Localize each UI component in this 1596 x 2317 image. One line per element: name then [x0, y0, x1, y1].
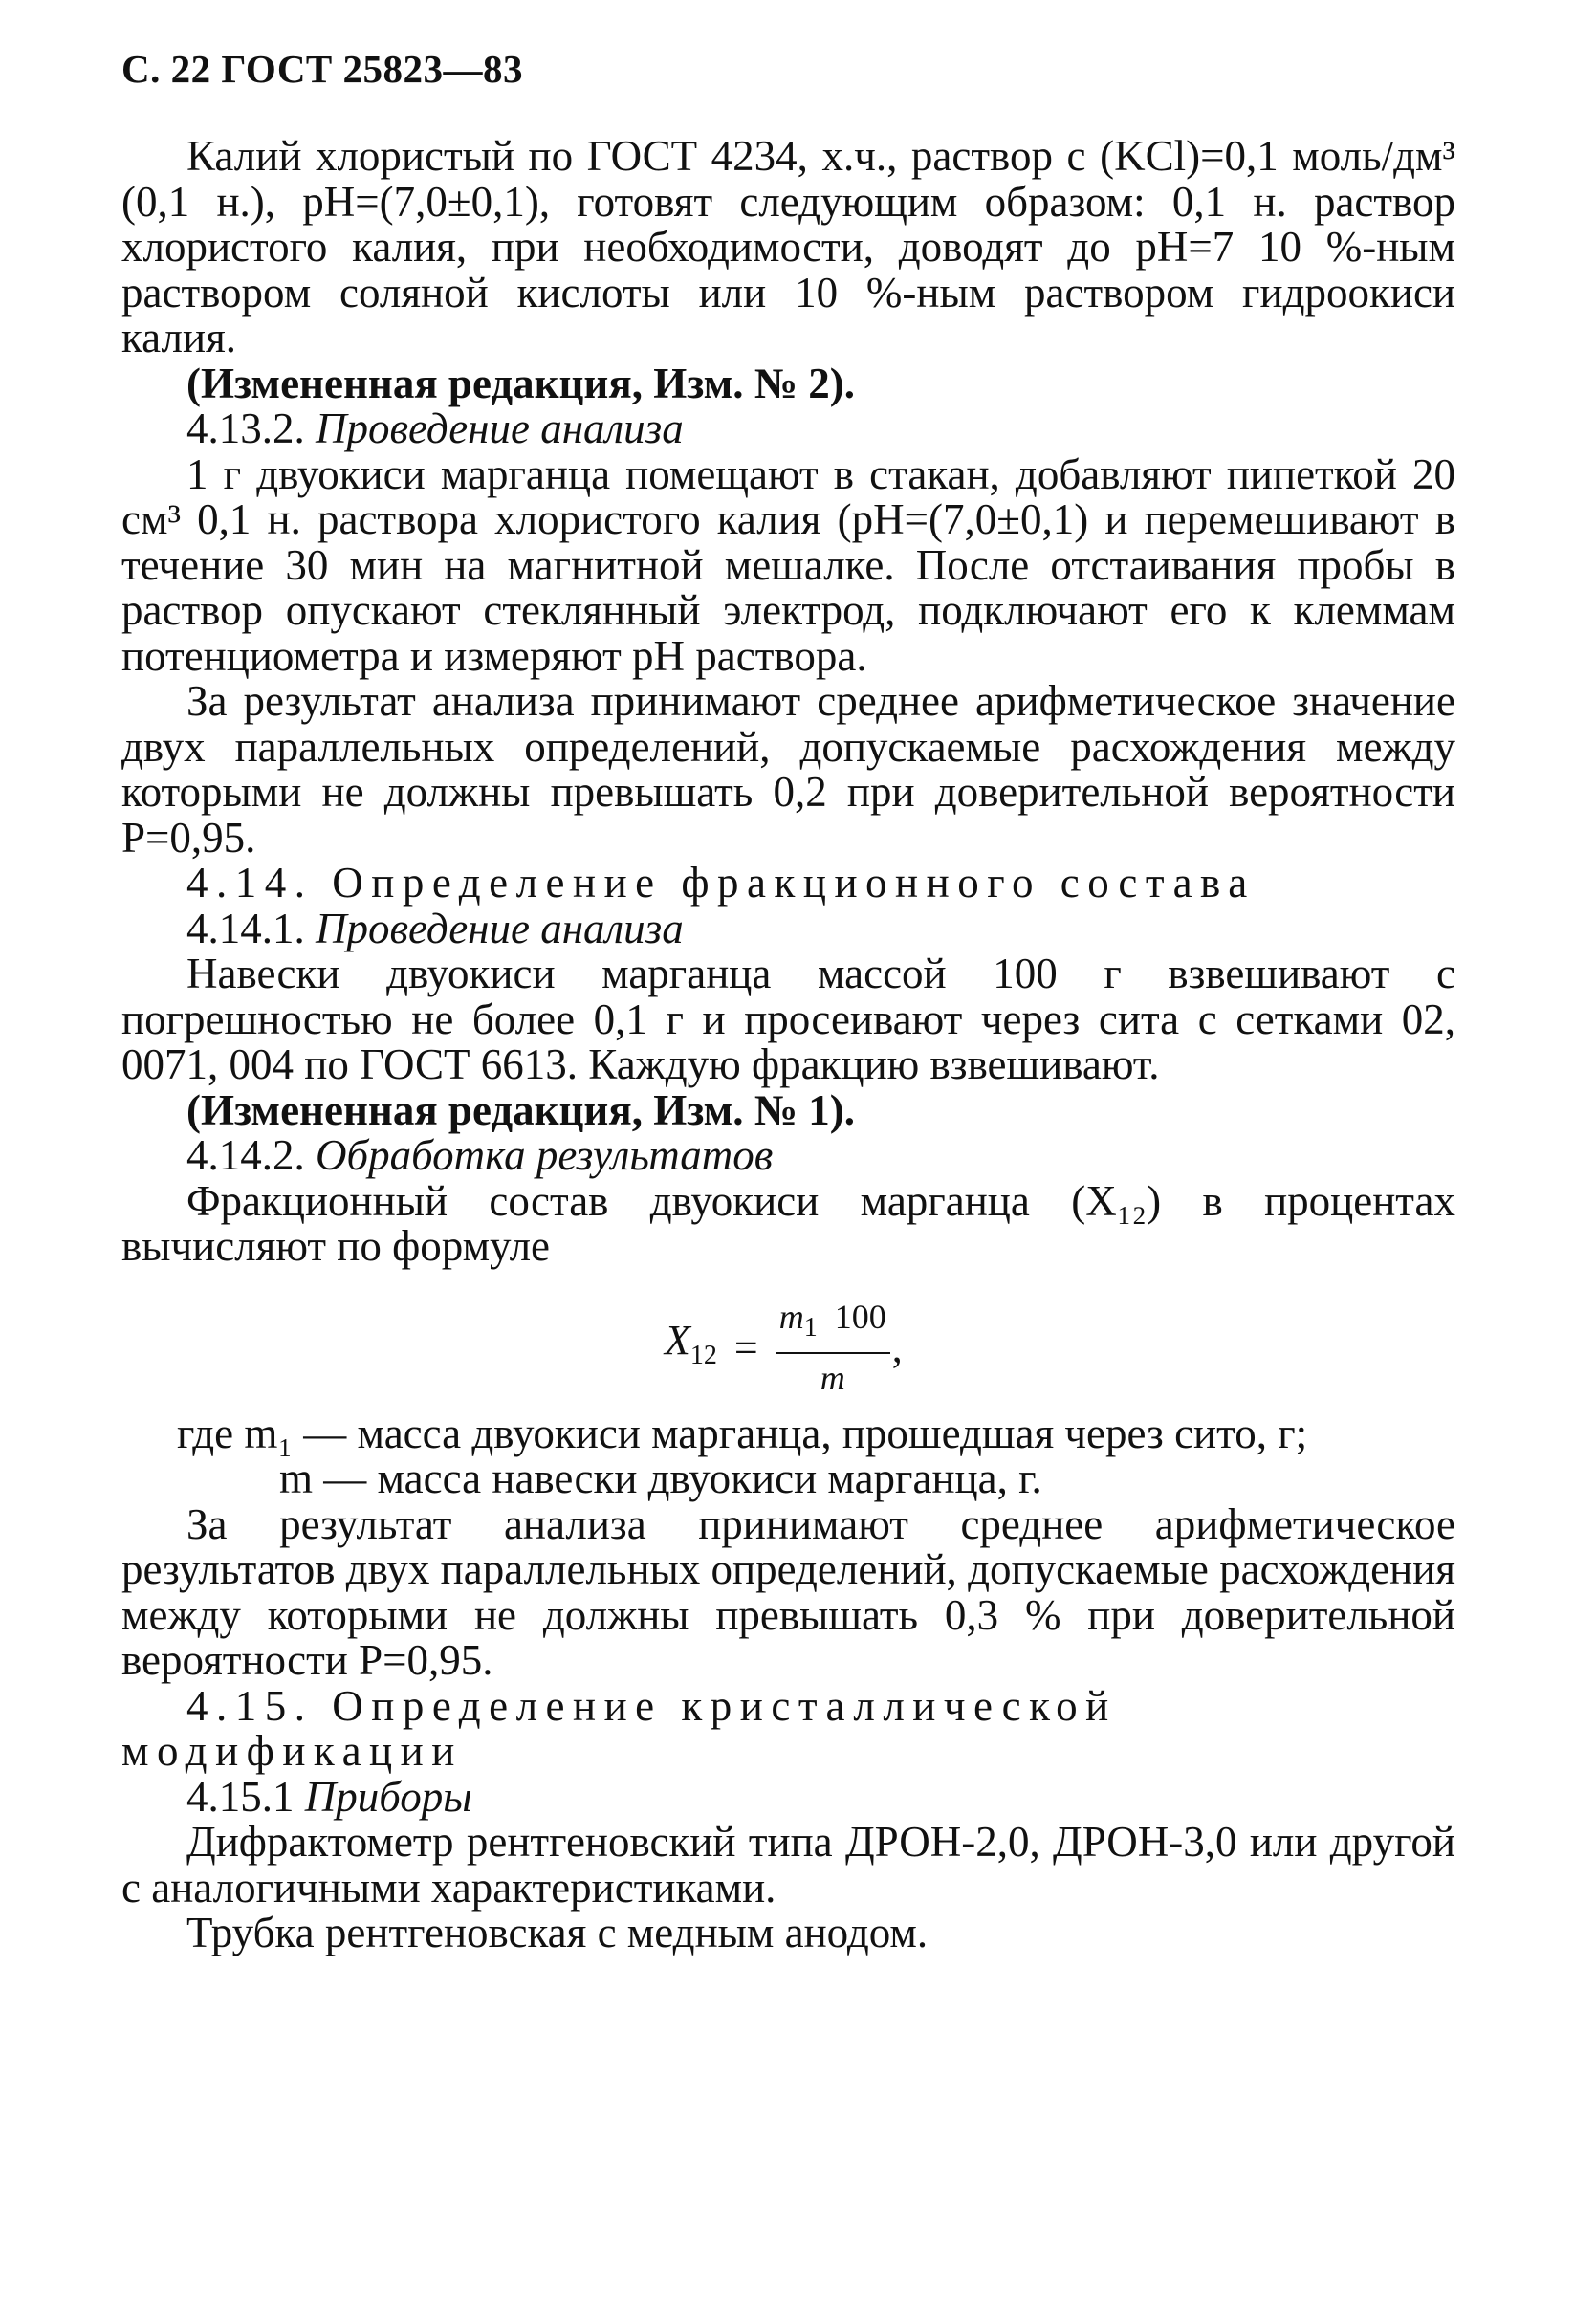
- section-4-14-heading: 4.14. Определение фракционного состава: [186, 859, 1256, 907]
- section-4-14-1-heading: [121, 904, 1455, 952]
- paragraph-sieving: Навески двуокиси марганца массой 100 г взвешивают с погрешностью не более 0,1 г и просеивают через сита с сетками 02, 0071, 004 по ГОСТ 6613. Каждую фракцию взвешивают.: [121, 950, 1455, 1088]
- paragraph-fraction-formula-intro: Фракционный состав двуокиси марганца (X₁₂) в процентах вычисляют по формуле: [121, 1176, 1455, 1270]
- formula-fraction: [776, 1295, 890, 1402]
- formula-lhs: [665, 1318, 717, 1378]
- formula-legend-m1: где m₁ — масса двуокиси марганца, прошедшая через сито, г;: [177, 1409, 1308, 1457]
- formula-block: [121, 1276, 1455, 1411]
- formula-num-const: 100: [834, 1297, 886, 1336]
- section-title: Обработка результатов: [316, 1131, 774, 1179]
- section-4-13-2-heading: [121, 406, 1455, 452]
- formula-equals: =: [733, 1323, 758, 1371]
- fraction-formula: [665, 1295, 903, 1402]
- section-number: 4.13.2.: [186, 404, 305, 452]
- section-4-15-heading: 4.15. Определение кристаллической модификации: [121, 1681, 1117, 1775]
- section-number: 4.14.1.: [186, 904, 305, 952]
- section-number: 4.15.1: [186, 1772, 295, 1821]
- formula-legend-m: m — масса навески двуокиси марганца, г.: [279, 1454, 1042, 1502]
- section-number: 4.14.2.: [186, 1131, 305, 1179]
- paragraph-kcl-solution: Калий хлористый по ГОСТ 4234, х.ч., раствор c (KCl)=0,1 моль/дм³ (0,1 н.), pH=(7,0±0,1), готовят следующим образом: 0,1 н. раствор хлористого калия, при необходимости, доводят до pH=7 10 %-ным раствором соляной кислоты или 10 %-ным раствором гидроокиси калия.: [121, 132, 1455, 361]
- paragraph-analysis-procedure: 1 г двуокиси марганца помещают в стакан, добавляют пипеткой 20 см³ 0,1 н. раствора хлористого калия (pH=(7,0±0,1) и перемешивают в течение 30 мин на магнитной мешалке. После отстаивания пробы в раствор опускают стеклянный электрод, подключают его к клеммам потенциометра и измеряют pH раствора.: [121, 449, 1455, 680]
- revision-note-2: (Измененная редакция, Изм. № 2).: [186, 359, 856, 407]
- formula-lhs-sub: 12: [689, 1340, 717, 1370]
- section-title: Приборы: [304, 1772, 472, 1821]
- paragraph-xray-tube: Трубка рентгеновская с медным анодом.: [186, 1909, 929, 1956]
- revision-note-1: (Измененная редакция, Изм. № 1).: [186, 1085, 856, 1134]
- formula-numerator: [776, 1295, 890, 1353]
- formula-comma: ,: [891, 1323, 903, 1371]
- section-title: Проведение анализа: [316, 904, 684, 952]
- paragraph-result-ph: За результат анализа принимают среднее арифметическое значение двух параллельных определений, допускаемые расхождения между которыми не должны превышать 0,2 при доверительной вероятности P=0,95.: [121, 677, 1455, 862]
- paragraph-diffractometer: Дифрактометр рентгеновский типа ДРОН-2,0, ДРОН-3,0 или другой с аналогичными характеристиками.: [121, 1818, 1455, 1912]
- section-4-14-2-heading: [121, 1133, 1455, 1179]
- formula-num-sub: 1: [803, 1312, 818, 1343]
- document-body: [121, 134, 1455, 1956]
- page-header: С. 22 ГОСТ 25823—83: [121, 47, 524, 91]
- paragraph-result-fraction: За результат анализа принимают среднее арифметическое результатов двух параллельных определений, допускаемые расхождения между которыми не должны превышать 0,3 % при доверительной вероятности P=0,95.: [121, 1499, 1455, 1684]
- section-4-15-1-heading: [121, 1772, 1455, 1821]
- section-title: Проведение анализа: [316, 404, 684, 452]
- formula-denominator: m: [820, 1359, 845, 1398]
- formula-num-var: m: [778, 1297, 804, 1336]
- formula-lhs-var: X: [665, 1316, 690, 1364]
